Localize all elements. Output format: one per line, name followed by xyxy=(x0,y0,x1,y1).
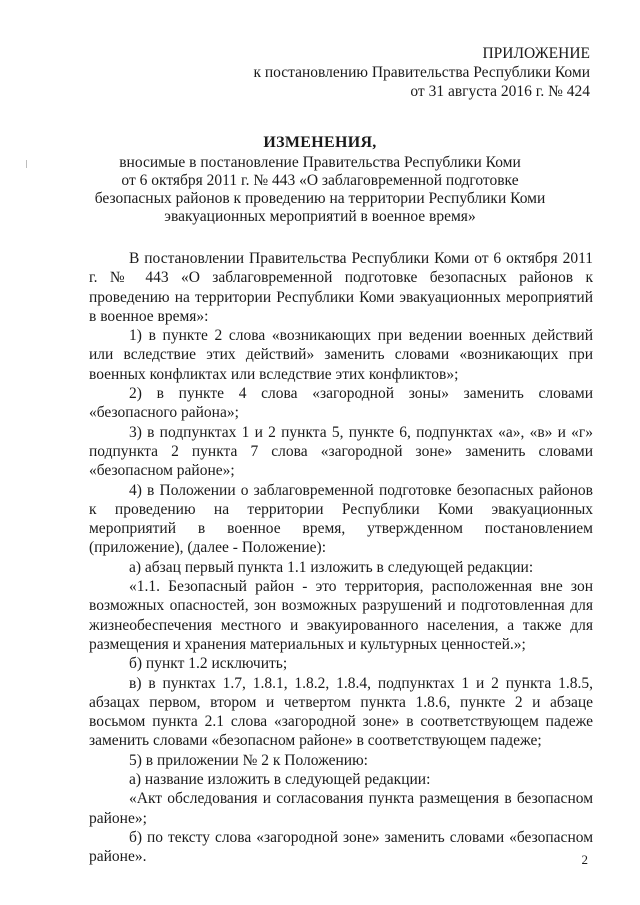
paragraph-item-5b: б) по тексту слова «загородной зоне» заменить словами «безопасном районе». xyxy=(89,828,593,866)
title-line-2: от 6 октября 2011 г. № 443 «О заблаговременной подготовке xyxy=(121,172,519,189)
paragraph-item-1: 1) в пункте 2 слова «возникающих при ведении военных действий или вследствие этих действий» заменить словами «возникающих при военных конфликтах или вследствие этих конфликтов»; xyxy=(89,327,593,383)
paragraph-item-4v: в) в пунктах 1.7, 1.8.1, 1.8.2, 1.8.4, подпунктах 1 и 2 пункта 1.8.5, абзацах первом, втором и четвертом пункта 1.8.6, пункте 2 и абзаце восьмом пункта 2.1 слова «загородной зоне» в соответствующем падеже заменить словами «безопасном районе» в соответствующем падеже; xyxy=(89,674,593,750)
paragraph-item-5a-quote: «Акт обследования и согласования пункта размещения в безопасном районе»; xyxy=(89,790,593,827)
paragraph-item-4a: а) абзац первый пункта 1.1 изложить в следующей редакции: xyxy=(129,558,534,576)
margin-mark xyxy=(26,160,27,168)
paragraph-item-4: 4) в Положении о заблаговременной подготовке безопасных районов к проведению на территории Республики Коми эвакуационных мероприятий в военное время, утвержденном постановлением (приложение), (далее - Положение): xyxy=(89,481,593,557)
title-line-1: вносимые в постановление Правительства Республики Коми xyxy=(119,154,521,171)
paragraph-item-4b: б) пункт 1.2 исключить; xyxy=(129,655,288,673)
title-line-3: безопасных районов к проведению на территории Республики Коми xyxy=(94,190,546,207)
appendix-label: ПРИЛОЖЕНИЕ xyxy=(482,45,590,62)
paragraph-item-5a: а) название изложить в следующей редакции: xyxy=(129,771,431,789)
paragraph-item-3: 3) в подпунктах 1 и 2 пункта 5, пункте 6, подпунктах «а», «в» и «г» подпункта 2 пункта 7 слова «загородной зоне» заменить словами «безопасном районе»; xyxy=(89,423,593,480)
title-block xyxy=(60,134,580,226)
appendix-header xyxy=(253,44,590,101)
page-number: 2 xyxy=(581,852,588,867)
body-text xyxy=(89,249,593,867)
title-line-4: эвакуационных мероприятий в военное время» xyxy=(164,208,476,225)
paragraph-intro: В постановлении Правительства Республики Коми от 6 октября 2011 г. № 443 «О заблаговременной подготовке безопасных районов к проведению на территории Республики Коми эвакуационных мероприятий в военное время»: xyxy=(89,250,593,325)
paragraph-item-2: 2) в пункте 4 слова «загородной зоны» заменить словами «безопасного района»; xyxy=(89,385,593,422)
paragraph-item-4a-quote: «1.1. Безопасный район - это территория, расположенная вне зон возможных опасностей, зон возможных разрушений и подготовленная для жизнеобеспечения местного и эвакуированного населения, а также для размещения и хранения материальных и культурных ценностей.»; xyxy=(89,578,593,653)
document-heading: ИЗМЕНЕНИЯ, xyxy=(263,134,377,151)
appendix-resolution-line: к постановлению Правительства Республики Коми xyxy=(253,64,590,81)
paragraph-item-5: 5) в приложении № 2 к Положению: xyxy=(129,751,368,769)
appendix-date-line: от 31 августа 2016 г. № 424 xyxy=(410,83,590,100)
